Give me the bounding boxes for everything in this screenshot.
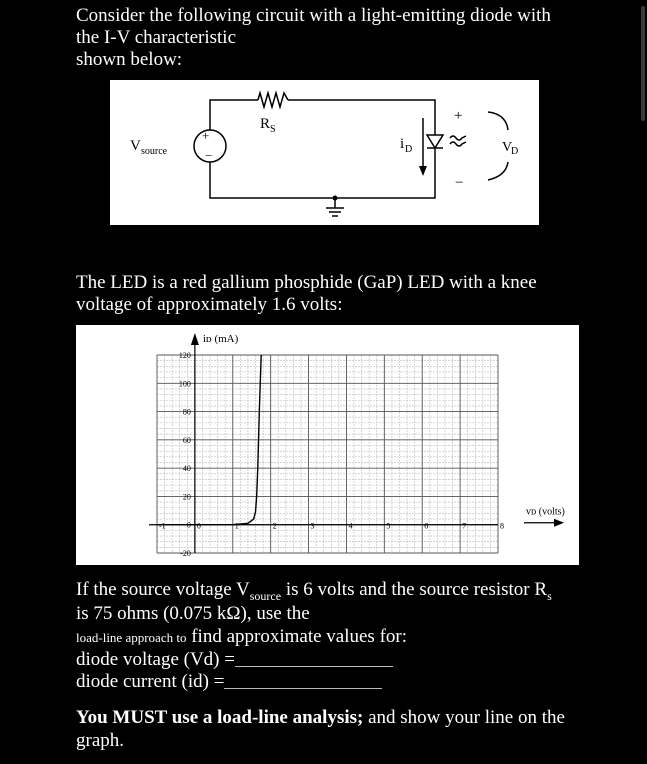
must-line-1: You MUST use a load-line analysis; and show your line on the [76, 707, 565, 728]
diode-voltage-blank[interactable] [235, 650, 393, 667]
vd-subscript: D [511, 146, 519, 157]
circuit-diagram [110, 80, 539, 225]
vd-minus: − [455, 175, 464, 191]
y-tick-label: 60 [182, 435, 191, 445]
led-line-1: The LED is a red gallium phosphide (GaP) LED with a knee [76, 272, 537, 293]
must-line-2: graph. [76, 730, 125, 751]
x-tick-label: 0 [196, 521, 201, 531]
y-tick-label: 80 [182, 407, 191, 417]
intro-line-2: the I-V characteristic [76, 27, 237, 48]
y-axis-label: iᴅ (mA) [202, 333, 239, 345]
x-tick-label: 2 [272, 521, 277, 531]
x-tick-label: -1 [159, 521, 166, 531]
x-axis-pointer-head [554, 519, 564, 527]
id-subscript: D [405, 144, 413, 155]
diode-voltage-line: diode voltage (Vd) = [76, 649, 393, 671]
y-tick-label: 40 [182, 464, 191, 474]
y-tick-label: 20 [182, 492, 191, 502]
intro-line-1: Consider the following circuit with a light-emitting diode with [76, 5, 551, 26]
iv-chart-svg [76, 325, 579, 565]
diode-current-line: diode current (id) = [76, 671, 382, 693]
y-tick-label: 120 [178, 351, 191, 360]
vsource-subscript: source [141, 146, 168, 157]
vsource-label: V [130, 138, 141, 154]
x-tick-label: 6 [424, 521, 429, 531]
intro-line-3: shown below: [76, 49, 183, 70]
id-label: i [400, 136, 405, 152]
iv-chart [76, 325, 579, 565]
y-tick-label: 0 [186, 520, 191, 530]
rs-subscript: S [270, 124, 276, 135]
question-line-2: is 75 ohms (0.075 kΩ), use the [76, 603, 310, 624]
question-line-1: If the source voltage $V_{source}$ is 6 volts and the source resistor $R_s$ [76, 579, 552, 603]
question-line-3: load-line approach to find approximate values for: [76, 626, 408, 647]
x-tick-label: 3 [310, 521, 315, 531]
x-tick-label: 5 [386, 521, 391, 531]
y-axis-arrow [191, 333, 199, 345]
rs-label: R [260, 116, 271, 132]
source-plus: + [202, 128, 210, 143]
page-scrollbar[interactable] [641, 6, 645, 121]
x-tick-label: 1 [234, 521, 239, 531]
source-minus: − [205, 148, 213, 163]
vd-label: V [502, 140, 513, 155]
vd-plus: + [454, 108, 463, 124]
x-tick-label: 7 [462, 521, 467, 531]
x-tick-label: 4 [348, 521, 353, 531]
led-line-2: voltage of approximately 1.6 volts: [76, 294, 343, 315]
diode-current-blank[interactable] [224, 672, 382, 689]
y-tick-label: -20 [180, 549, 191, 558]
x-axis-label: vᴅ (volts) [526, 506, 565, 518]
x-tick-label: 8 [500, 521, 504, 531]
y-tick-label: 100 [178, 379, 191, 389]
